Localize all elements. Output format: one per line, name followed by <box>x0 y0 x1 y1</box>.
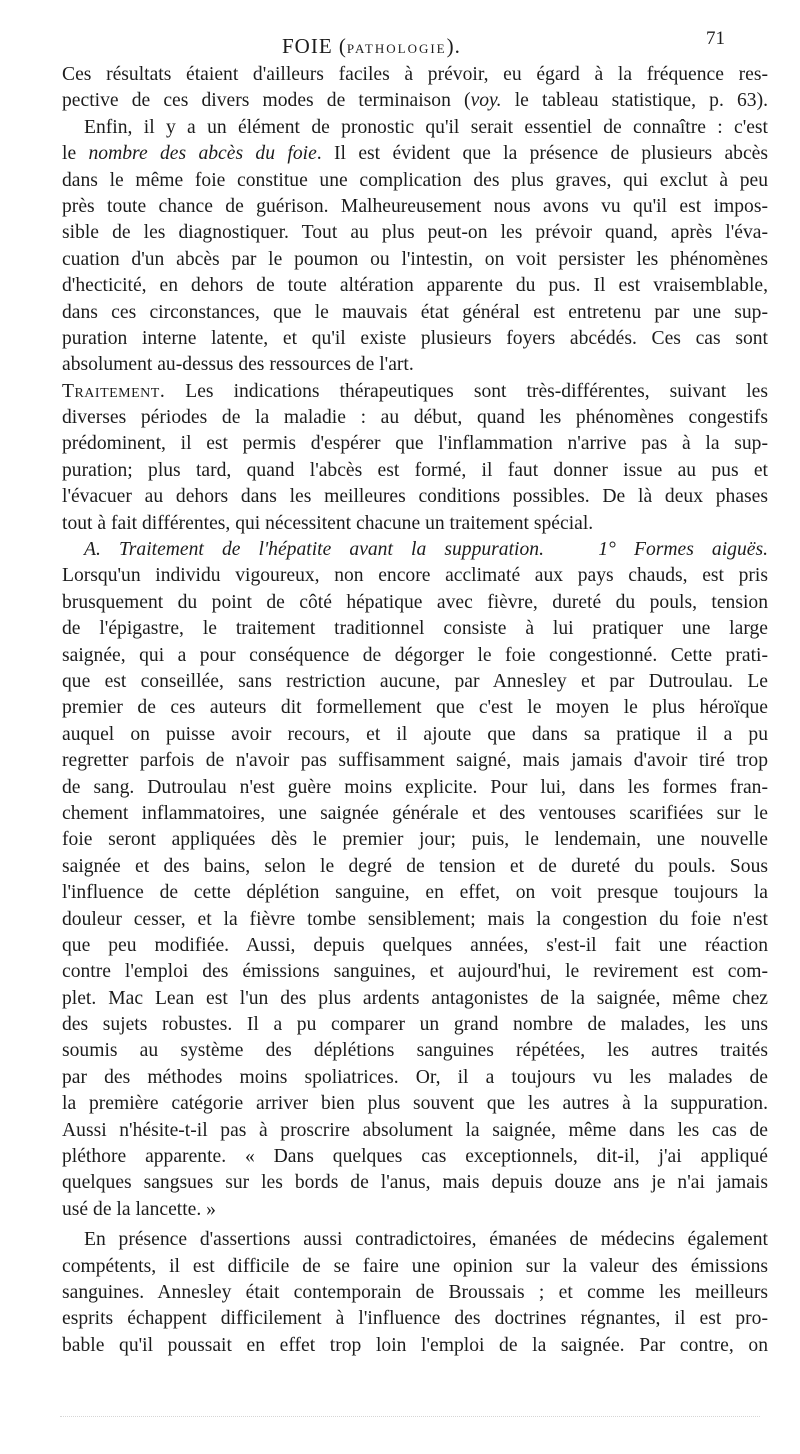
text-line: Aussi n'hésite-t-il pas à proscrire absolument la saignée, même dans les cas de <box>62 1119 768 1141</box>
text-line: puration; plus tard, quand l'abcès est formé, il faut donner issue au pus et <box>62 459 768 481</box>
text-line: premier de ces auteurs dit formellement que c'est le moyen le plus héroïque <box>62 697 768 719</box>
text-line: usé de la lancette. » <box>62 1198 216 1220</box>
text-line: sible de les diagnostiquer. Tout au plus peut-on les prévoir quand, après l'éva- <box>62 222 768 244</box>
text-line: compétents, il est difficile de se faire une opinion sur la valeur des émissions <box>62 1255 768 1277</box>
text-line: près toute chance de guérison. Malheureusement nous avons vu qu'il est impos- <box>62 195 768 217</box>
text-line: saignée, qui a pour conséquence de dégorger le foie congestionné. Cette prati- <box>62 644 768 666</box>
text-line: douleur cesser, et la fièvre tombe sensiblement; mais la congestion du foie n'est <box>62 908 768 930</box>
text-line: Ces résultats étaient d'ailleurs faciles à prévoir, eu égard à la fréquence res- <box>62 64 768 85</box>
running-title-main: FOIE ( <box>282 34 347 58</box>
text-line: que peu modifiée. Aussi, depuis quelques années, s'est-il fait une réaction <box>62 934 768 956</box>
text-line: que est conseillée, sans restriction aucune, par Annesley et par Dutroulau. Le <box>62 670 768 692</box>
text-line: saignée et des bains, selon le degré de tension et de dureté du pouls. Sous <box>62 855 768 877</box>
text-line: de sang. Dutroulau n'est guère moins explicite. Pour lui, dans les formes fran- <box>62 776 768 798</box>
text-line: quelques sangsues sur les bords de l'anus, mais depuis douze ans je n'ai jamais <box>62 1172 768 1194</box>
text-line: la première catégorie arriver bien plus souvent que les autres à la suppuration. <box>62 1093 768 1115</box>
body-text <box>62 62 768 1359</box>
text-line: absolument au-dessus des ressources de l'art. <box>62 354 414 376</box>
text-line: esprits échappent difficilement à l'influence des doctrines régnantes, il est pro- <box>62 1308 768 1330</box>
text-line: brusquement du point de côté hépatique avec fièvre, dureté du pouls, tension <box>62 591 768 613</box>
text-line: auquel on puisse avoir recours, et il ajoute que dans sa pratique il a pu <box>62 723 768 745</box>
subsection-formes-aigues: 1° Formes aiguës. <box>598 539 768 561</box>
emphasis-nombre-abces: nombre des abcès du foie <box>88 143 317 165</box>
text-line: chement inflammatoires, une saignée générale et des ventouses scarifiées sur le <box>62 802 768 824</box>
text-line: pléthore apparente. « Dans quelques cas exceptionnels, dit-il, j'ai appliqué <box>62 1146 768 1168</box>
section-heading-a <box>62 537 768 563</box>
running-title-subject: PATHOLOGIE <box>346 41 447 56</box>
text-line: puration interne latente, et qu'il existe plusieurs foyers abcédés. Ces cas sont <box>62 327 768 349</box>
section-label-traitement: Traitement. <box>62 380 166 402</box>
text-line: pective de ces divers modes de terminaison (voy. le tableau statistique, p. 63). <box>62 90 769 112</box>
text-line: le nombre des abcès du foie. Il est évident que la présence de plusieurs abcès <box>62 143 768 165</box>
running-title-end: ). <box>446 34 461 58</box>
text-line: Lorsqu'un individu vigoureux, non encore acclimaté aux pays chauds, est pris <box>62 565 768 587</box>
text-line: Enfin, il y a un élément de pronostic qu'il serait essentiel de connaître : c'est <box>84 116 768 138</box>
text-line: contre l'emploi des émissions sanguines, et aujourd'hui, le revirement est com- <box>62 961 768 983</box>
scan-artifact <box>60 1416 760 1423</box>
text-line: plet. Mac Lean est l'un des plus ardents antagonistes de la saignée, même chez <box>62 987 768 1009</box>
citation-voy: voy. <box>470 90 502 112</box>
text-line: l'évacuer au dehors dans les meilleures conditions possibles. De là deux phases <box>62 486 768 508</box>
text-line: bable qu'il poussait en effet trop loin l'emploi de la saignée. Par contre, on <box>62 1334 768 1356</box>
text-line: prédominent, il est permis d'espérer que l'inflammation n'arrive pas à la sup- <box>62 433 768 455</box>
text-line: dans ces circonstances, que le mauvais état général est entretenu par une sup- <box>62 301 768 323</box>
text-line: l'influence de cette déplétion sanguine, en effet, on voit presque toujours la <box>62 882 768 904</box>
text-line: diverses périodes de la maladie : au début, quand les phénomènes congestifs <box>62 407 768 429</box>
text-line: cuation d'un abcès par le poumon ou l'intestin, on voit persister les phénomènes <box>62 248 768 270</box>
page-header <box>0 28 800 58</box>
text-line: par des méthodes moins spoliatrices. Or, il a toujours vu les malades de <box>62 1066 768 1088</box>
text-line: d'hecticité, en dehors de toute altération apparente du pus. Il est vraisemblable, <box>62 275 768 297</box>
text-line: soumis au système des déplétions sanguines répétées, les autres traités <box>62 1040 768 1062</box>
text-line: foie seront appliquées dès le premier jour; puis, le lendemain, une nouvelle <box>62 829 768 851</box>
text-line: En présence d'assertions aussi contradictoires, émanées de médecins également <box>84 1229 768 1251</box>
text-line: regretter parfois de n'avoir pas suffisamment saigné, mais jamais d'avoir tiré trop <box>62 750 768 772</box>
text-line: sanguines. Annesley était contemporain de Broussais ; et comme les meilleurs <box>62 1281 768 1303</box>
text-line: dans le même foie constitue une complication des plus graves, qui exclut à peu <box>62 169 768 191</box>
section-a-title: A. Traitement de l'hépatite avant la suppuration. <box>84 539 544 561</box>
text-line: de l'épigastre, le traitement traditionnel consiste à lui pratiquer une large <box>62 618 768 640</box>
text-line: des sujets robustes. Il a pu comparer un grand nombre de malades, les uns <box>62 1014 768 1036</box>
page-number: 71 <box>706 28 725 49</box>
text-line: tout à fait différentes, qui nécessitent chacune un traitement spécial. <box>62 512 594 534</box>
text-line: Traitement. Les indications thérapeutiques sont très-différentes, suivant les <box>62 380 768 402</box>
running-title <box>282 34 461 59</box>
